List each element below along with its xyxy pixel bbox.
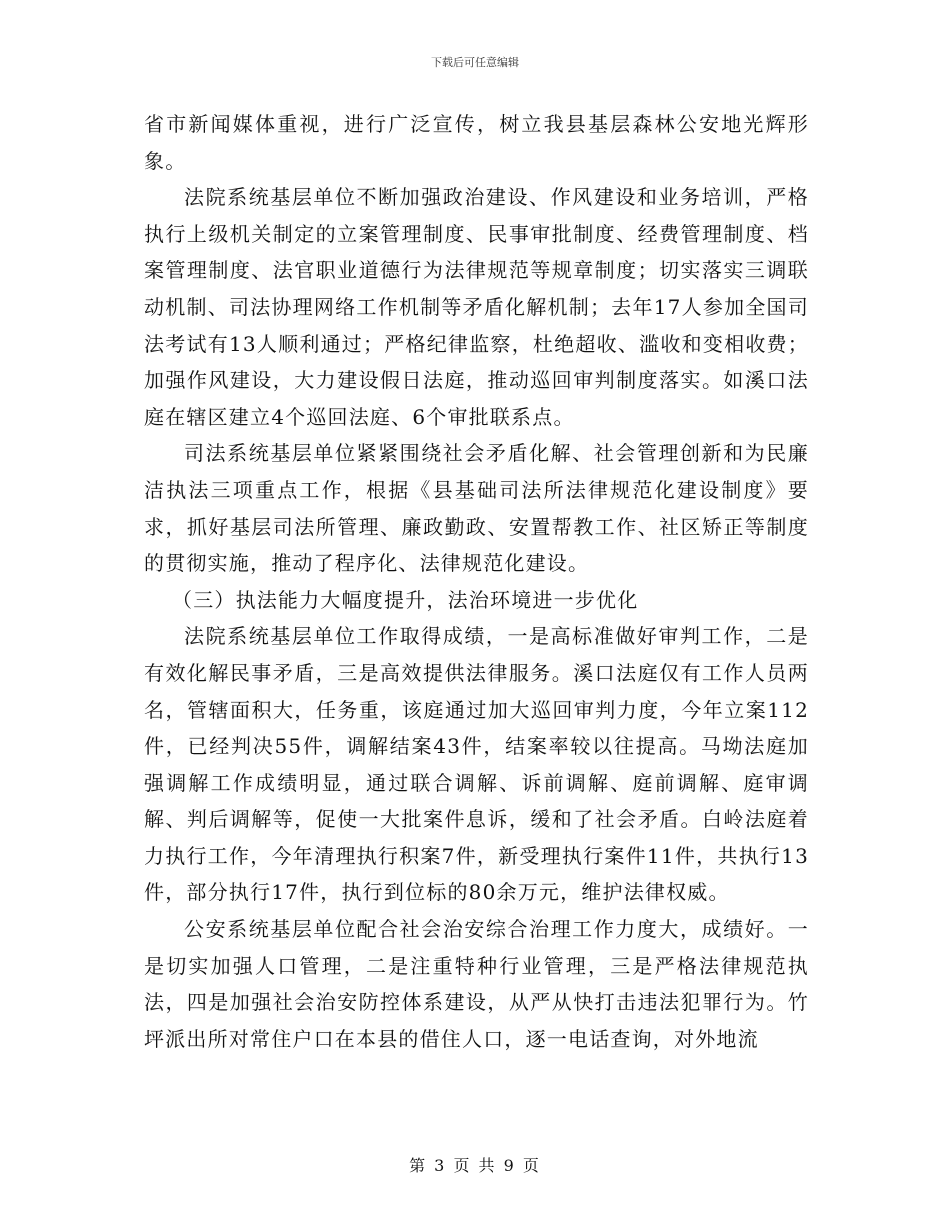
paragraph-public-security: 公安系统基层单位配合社会治安综合治理工作力度大，成绩好。一是切实加强人口管理，二是注重特种行业管理，三是严格法律规范执法，四是加强社会治安防控体系建设，从严从快打击违法犯罪行为。竹坪派出所对常住户口在本县的借住人口，逐一电话查询，对外地流 (144, 917, 809, 1051)
paragraph-continuation: 省市新闻媒体重视，进行广泛宣传，树立我县基层森林公安地光辉形象。 (144, 112, 809, 173)
header-note: 下载后可任意编辑 (431, 56, 519, 69)
document-body (144, 106, 809, 1057)
paragraph-court-achievements: 法院系统基层单位工作取得成绩，一是高标准做好审判工作，二是有效化解民事矛盾，三是高效提供法律服务。溪口法庭仅有工作人员两名，管辖面积大，任务重，该庭通过加大巡回审判力度，今年立案112件，已经判决55件，调解结案43件，结案率较以往提高。马坳法庭加强调解工作成绩明显，通过联合调解、诉前调解、庭前调解、庭审调解、判后调解等，促使一大批案件息诉，缓和了社会矛盾。白岭法庭着力执行工作，今年清理执行积案7件，新受理执行案件11件，共执行13件，部分执行17件，执行到位标的80余万元，维护法律权威。 (144, 624, 809, 905)
paragraph-judicial-system: 司法系统基层单位紧紧围绕社会矛盾化解、社会管理创新和为民廉洁执法三项重点工作，根据《县基础司法所法律规范化建设制度》要求，抓好基层司法所管理、廉政勤政、安置帮教工作、社区矫正等制度的贯彻实施，推动了程序化、法律规范化建设。 (144, 441, 809, 576)
section-heading: （三）执法能力大幅度提升，法治环境进一步优化 (172, 587, 639, 612)
paragraph-court-system: 法院系统基层单位不断加强政治建设、作风建设和业务培训，严格执行上级机关制定的立案管理制度、民事审批制度、经费管理制度、档案管理制度、法官职业道德行为法律规范等规章制度；切实落实三调联动机制、司法协理网络工作机制等矛盾化解机制；去年17人参加全国司法考试有13人顺利通过；严格纪律监察，杜绝超收、滥收和变相收费；加强作风建设，大力建设假日法庭，推动巡回审判制度落实。如溪口法庭在辖区建立4个巡回法庭、6个审批联系点。 (144, 185, 809, 429)
page-indicator: 第 3 页 共 9 页 (409, 1156, 541, 1175)
